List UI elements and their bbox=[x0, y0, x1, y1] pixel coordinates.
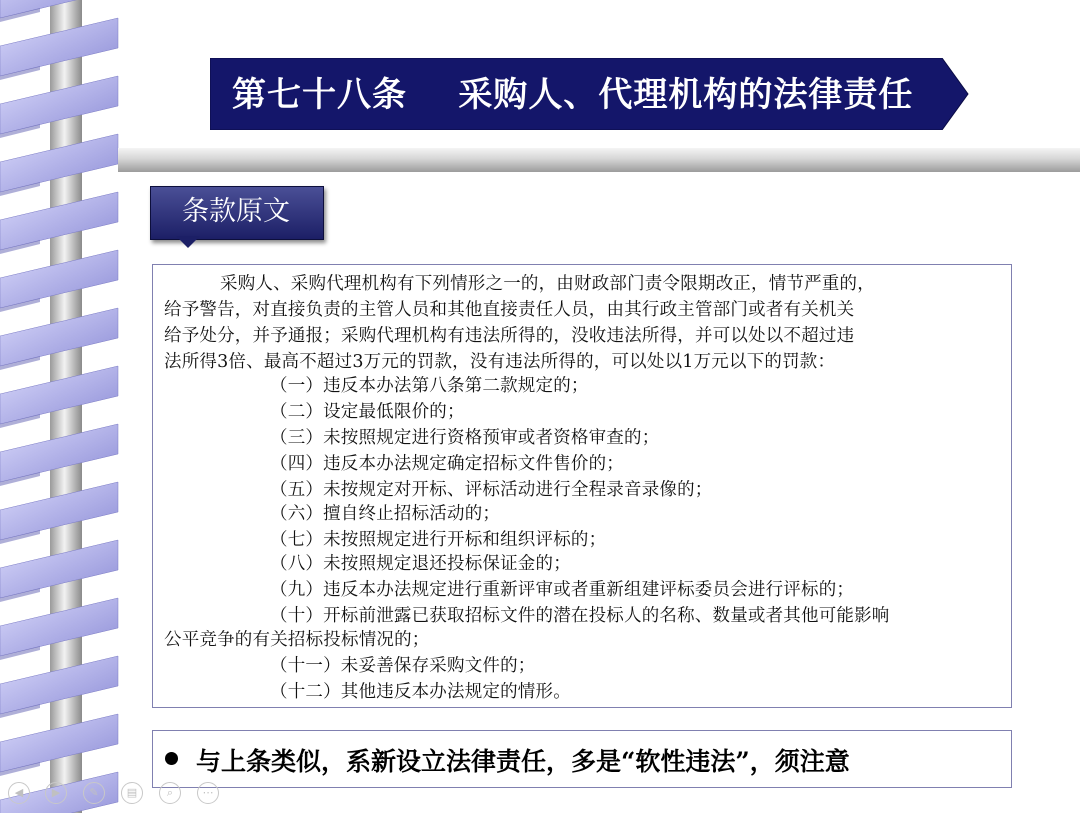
article-line: （二）设定最低限价的； bbox=[270, 402, 465, 422]
prev-icon[interactable]: ◀ bbox=[8, 782, 30, 804]
slide-title bbox=[232, 66, 913, 124]
article-line: （十）开标前泄露已获取招标文件的潜在投标人的名称、数量或者其他可能影响 bbox=[270, 606, 890, 626]
article-line: （十二）其他违反本办法规定的情形。 bbox=[270, 682, 571, 702]
zoom-icon[interactable]: ⌕ bbox=[159, 782, 181, 804]
article-line: 给予处分，并予通报；采购代理机构有违法所得的，没收违法所得，并可以处以不超过违 bbox=[164, 326, 855, 346]
bullet-icon bbox=[165, 752, 178, 765]
article-line: （一）违反本办法第八条第二款规定的； bbox=[270, 376, 589, 396]
article-heading: 采购人、代理机构的法律责任 bbox=[458, 75, 914, 115]
article-line: （三）未按照规定进行资格预审或者资格审查的； bbox=[270, 428, 660, 448]
slides-icon[interactable]: ▤ bbox=[121, 782, 143, 804]
article-line: 公平竞争的有关招标投标情况的； bbox=[164, 630, 430, 650]
article-line: （八）未按照规定退还投标保证金的； bbox=[270, 554, 571, 574]
article-line: （五）未按规定对开标、评标活动进行全程录音录像的； bbox=[270, 480, 713, 500]
next-icon[interactable]: ▶ bbox=[45, 782, 67, 804]
article-line: 给予警告，对直接负责的主管人员和其他直接责任人员，由其行政主管部门或者有关机关 bbox=[164, 300, 855, 320]
section-tab-label: 条款原文 bbox=[182, 196, 290, 227]
article-number: 第七十八条 bbox=[232, 75, 407, 115]
spiral-ribbon-decoration bbox=[0, 0, 120, 813]
article-line: （七）未按照规定进行开标和组织评标的； bbox=[270, 530, 607, 550]
article-line: 法所得3倍、最高不超过3万元的罚款，没有违法所得的，可以处以1万元以下的罚款： bbox=[164, 352, 836, 372]
article-line: （六）擅自终止招标活动的； bbox=[270, 504, 501, 524]
note-text: 与上条类似，系新设立法律责任，多是“软性违法”，须注意 bbox=[196, 747, 850, 776]
article-line: （十一）未妥善保存采购文件的； bbox=[270, 656, 536, 676]
horizontal-rail-decoration bbox=[118, 148, 1080, 172]
article-line: （四）违反本办法规定确定招标文件售价的； bbox=[270, 454, 624, 474]
article-line: （九）违反本办法规定进行重新评审或者重新组建评标委员会进行评标的； bbox=[270, 580, 855, 600]
pen-icon[interactable]: ✎ bbox=[83, 782, 105, 804]
more-icon[interactable]: ⋯ bbox=[197, 782, 219, 804]
article-line: 采购人、采购代理机构有下列情形之一的，由财政部门责令限期改正，情节严重的， bbox=[220, 274, 875, 294]
